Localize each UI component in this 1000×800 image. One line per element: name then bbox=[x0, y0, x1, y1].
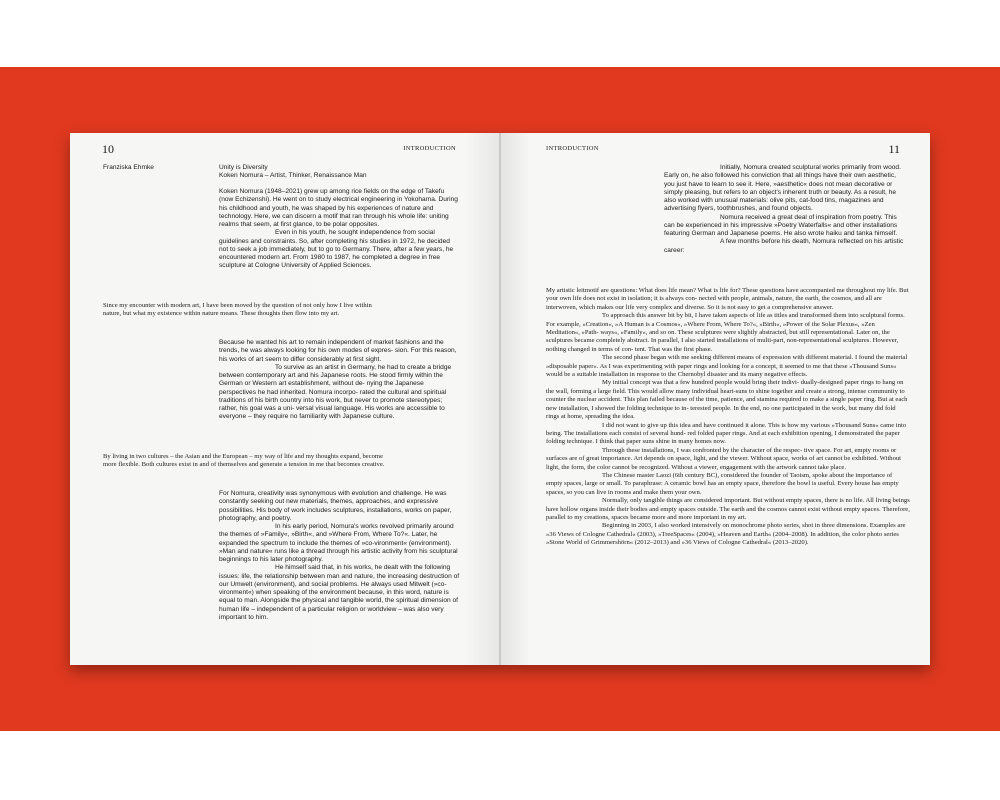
paragraph: He himself said that, in his works, he dealt with the following issues: life, the relationship between man and nature, the increasing destruction of our Umwelt (environment), and social problems. He always used Mitwelt (»co-vironment«) when speaking of the environment because, in this word, nature is equal to man. Alongside the physical and tangible world, the spiritual dimension of human life – independent of a particular religion or worldview – was also very important to him. bbox=[219, 564, 460, 621]
paragraph: The second phase began with me seeking different means of expression with different material. I found the material »disposable paper«. As I was experimenting with paper rings and looking for a concept, it seemed to me that these »Thousand Suns« would be a suitable installation in response to the Chernobyl disaster and its many negative effects. bbox=[546, 354, 908, 379]
paragraph: For Nomura, creativity was synonymous with evolution and challenge. He was constantly seeking out new materials, themes, approaches, and expressive possibilities. His body of work includes sculptures, installations, works on paper, photography, and poetry. bbox=[219, 490, 452, 522]
paragraph: Even in his youth, he sought independence from social guidelines and constraints. So, after completing his studies in 1972, he decided not to seek a job immediately, but to go to Germany. There, after a few years, he encountered modern art. From 1980 to 1987, he completed a degree in free sculpture at Cologne University of Applied Sciences. bbox=[219, 229, 454, 270]
paragraph: My artistic leitmotif are questions: What does life mean? What is life for? These questions have accompanied me throughout my life. But your own life does not exist in isolation; it is always con- nected with people, animals, nature, the earth, the cosmos, and all are interwoven, which makes our life very complex and diverse. So it is not easy to get a comprehensive answer. bbox=[546, 287, 909, 311]
article-subtitle: Koken Nomura – Artist, Thinker, Renaissance Man bbox=[219, 172, 367, 180]
paragraph: To survive as an artist in Germany, he had to create a bridge between contemporary art and his Japanese roots. He stood firmly within the German or Western art establishment, without de- nying the Japanese perspectives he had inherited. Nomura incorpo- rated the cultural and spiritual traditions of his birth country into his work, but never to promote stereotypes; rather, his goal was a uni- versal visual language. His works are accessible to everyone – they require no familiarity with Japanese culture. bbox=[219, 363, 452, 421]
paragraph: Beginning in 2003, I also worked intensively on monochrome photo series, shot in three dimensions. Examples are »36 Views of Cologne Cathedral« (2003), »TreeSpaces« (2004), »Heaven and Earth« (2004–2008). In addition, the color photo series »Stone World of Grimmershörn« (2012–2013) and »36 Views of Cologne Cathedral« (2013–2020). bbox=[546, 522, 906, 547]
page-number-left: 10 bbox=[102, 142, 114, 156]
right-body-1 bbox=[664, 164, 908, 255]
article-title: Unity is Diversity bbox=[219, 164, 268, 171]
paragraph: To approach this answer bit by bit, I have taken aspects of life as titles and transformed them into sculptural forms. For example, »Creation«, »A Human is a Cosmos«, »Where From, Where To?«, »Birth«, »Power of the Solar Plexus«, »Zen Meditation«, »Path- ways«, »Family«, and so on. These sculptures were slightly abstracted, but still representational. Later on, the sculptures became completely abstract. In parallel, I also started installations of multi-part, non-representational sculptures. However, nothing changed in terms of con- tent. That was the first phase. bbox=[546, 312, 905, 353]
paragraph: Through these installations, I was confronted by the character of the respec- tive space. For art, empty rooms or surfaces are of great importance. Art depends on space, light, and the viewer. Without space, works of art cannot be exhibited. Without light, the form, the color cannot be recognized. Without a viewer, engagement with the artwork cannot take place. bbox=[546, 446, 901, 471]
right-page bbox=[500, 133, 930, 665]
author-name: Franziska Ehmke bbox=[103, 164, 154, 171]
paragraph: A few months before his death, Nomura reflected on his artistic career: bbox=[664, 238, 904, 254]
paragraph: Nomura received a great deal of inspiration from poetry. This can be experienced in his impressive »Poetry Waterfalls« and other installations featuring German and Japanese poems. He also wrote haiku and tanka himself. bbox=[664, 213, 898, 237]
pull-quote-1: Since my encounter with modern art, I have been moved by the question of not only how I live within nature, but what my existence within nature means. These thoughts then flow into my art. bbox=[103, 302, 372, 318]
paragraph: Koken Nomura (1948–2021) grew up among rice fields on the edge of Takefu (now Echizenshi). He went on to study electrical engineering in Yokohama. During his childhood and youth, he was shaped by his experiences of nature and technology. Here, we can discern a motif that ran through his whole life: uniting realms that seem, at first glance, to be polar opposites. bbox=[219, 188, 458, 228]
open-book bbox=[70, 133, 930, 665]
left-body-2 bbox=[219, 339, 459, 422]
paragraph: In his early period, Nomura's works revolved primarily around the themes of »Family«, »Birth«, and »Where From, Where To?«. Later, he expanded the spectrum to include the themes of »co-vironment« (environment). »Man and nature« runs like a thread through his artistic activity from his sculptural beginnings to his later photography. bbox=[219, 523, 458, 563]
paragraph: My initial concept was that a few hundred people would bring their indivi- dually-designed paper rings to hang on the wall, forming a large field. This would allow many individual heart-suns to shine together and create a strong, intense community to counter the nuclear accident. This plan failed because of the time, patience, and stamina required to make a single paper ring. But at each new installation, I showed the folding technique to in- terested people. In the end, no one participated in the work, but many did fold rings at home, spreading the idea. bbox=[546, 379, 908, 421]
paragraph: Normally, only tangible things are considered important. But without empty spaces, there is no life. All living beings have hollow organs inside their bodies and empty spaces outside. The earth and the cosmos cannot exist without empty spaces. Therefore, parallel to my creations, spaces became more and more important in my art. bbox=[546, 497, 910, 521]
paragraph: I did not want to give up this idea and have continued it alone. This is how my various »Thousand Suns« came into being. The installations each consist of several hund- red folded paper rings. And at each exhibition opening, I demonstrated the paper folding technique. I think that paper suns shine in many homes now. bbox=[546, 421, 907, 446]
paragraph: Initially, Nomura created sculptural works primarily from wood. Early on, he also followed his conviction that all things have their own aesthetic, you just have to learn to see it. Here, »aesthetic« does not mean decorative or simply pleasing, but refers to an object's inherent truth or beauty. As a result, he also worked with unusual materials: olive pits, cat-food tins, magazines and advertising flyers, toothbrushes, and found objects. bbox=[664, 164, 901, 213]
article-heading bbox=[219, 164, 459, 181]
left-page bbox=[70, 133, 500, 665]
running-head-right: INTRODUCTION bbox=[546, 145, 599, 152]
book-spine bbox=[499, 133, 501, 665]
paragraph: Because he wanted his art to remain independent of market fashions and the trends, he was always looking for his own modes of expres- sion. For this reason, his works of art seem to differ considerably at first sight. bbox=[219, 339, 457, 363]
running-head-left: INTRODUCTION bbox=[403, 145, 456, 152]
left-body-3 bbox=[219, 490, 463, 622]
artist-statement bbox=[546, 287, 910, 548]
page-number-right: 11 bbox=[888, 142, 900, 156]
left-body-1 bbox=[219, 188, 459, 271]
pull-quote-2: By living in two cultures – the Asian and the European – my way of life and my thoughts expand, become more flexible. Both cultures exist in and of themselves and generate a tension in me that becomes creative. bbox=[103, 453, 385, 469]
paragraph: The Chinese master Laozi (6th century BC), considered the founder of Taoism, spoke about the importance of empty spaces, large or small. To paraphrase: A ceramic bowl has an empty space, therefore the bowl is useful. Every house has empty spaces, so you can live in rooms and make them your own. bbox=[546, 471, 899, 496]
